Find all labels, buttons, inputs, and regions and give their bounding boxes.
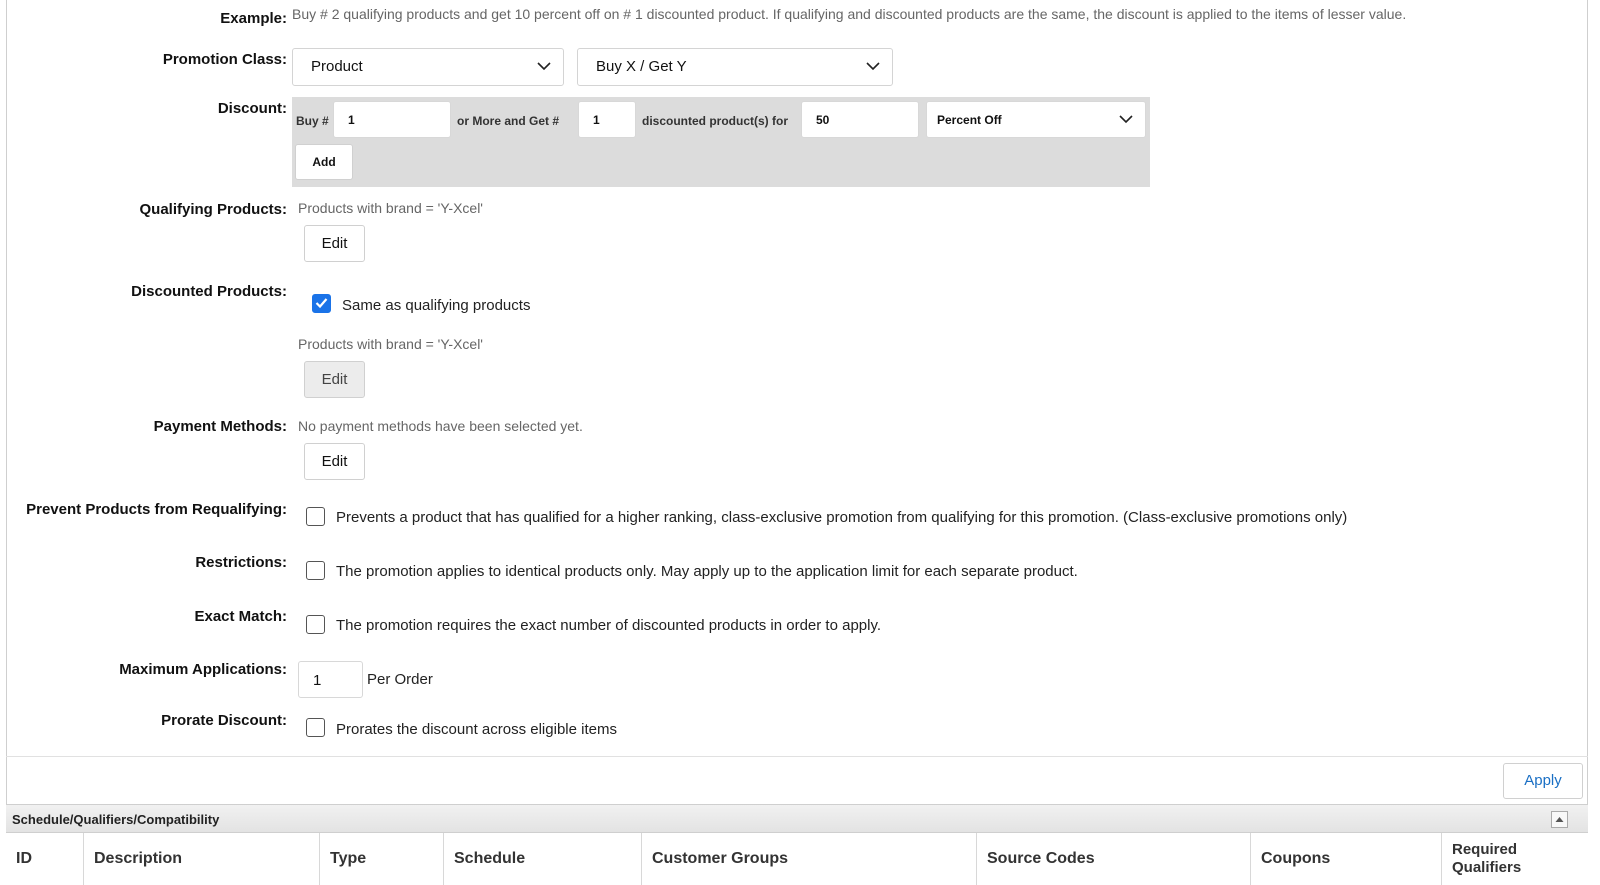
restrictions-checkbox[interactable]: [306, 561, 325, 580]
discounted-products-label: discounted product(s) for: [642, 114, 788, 128]
column-header-required-qualifiers[interactable]: Required Qualifiers: [1452, 841, 1522, 876]
discount-label: Discount:: [217, 100, 287, 117]
column-header-coupons[interactable]: Coupons: [1251, 833, 1442, 885]
collapse-up-icon: [1552, 812, 1567, 827]
edit-qualifying-button[interactable]: Edit: [304, 225, 365, 262]
maximum-applications-suffix: Per Order: [367, 671, 433, 688]
section-title: Schedule/Qualifiers/Compatibility: [12, 812, 220, 827]
maximum-applications-label: Maximum Applications:: [119, 661, 287, 678]
prevent-requalifying-checkbox[interactable]: [306, 507, 325, 526]
more-and-get-label: or More and Get #: [457, 114, 560, 128]
edit-payment-methods-button[interactable]: Edit: [304, 443, 365, 480]
discount-kind-value: Percent Off: [937, 113, 1002, 127]
apply-button[interactable]: Apply: [1503, 763, 1583, 799]
chevron-down-icon: [866, 62, 880, 71]
chevron-down-icon: [1119, 115, 1133, 124]
discount-amount-input[interactable]: 50: [801, 101, 919, 138]
discounted-products-label: Discounted Products:: [131, 283, 287, 300]
promotion-class-value: Product: [311, 58, 363, 75]
schedule-section-header[interactable]: [6, 804, 1588, 833]
example-text: Buy # 2 qualifying products and get 10 percent off on # 1 discounted product. If qualifying and discounted products are the same, the discount is applied to the items of lesser value.: [292, 6, 1407, 22]
exact-match-checkbox[interactable]: [306, 615, 325, 634]
promotion-class-select[interactable]: [292, 48, 564, 86]
example-label: Example:: [220, 10, 287, 27]
divider: [6, 756, 1588, 757]
prorate-discount-label: Prorate Discount:: [161, 712, 287, 729]
discount-kind-select[interactable]: [926, 101, 1146, 138]
buy-quantity-input[interactable]: 1: [333, 101, 451, 138]
get-quantity-input[interactable]: 1: [578, 101, 636, 138]
promotion-type-value: Buy X / Get Y: [596, 58, 687, 75]
column-header-id[interactable]: ID: [6, 833, 84, 885]
column-header-source-codes[interactable]: Source Codes: [977, 833, 1251, 885]
qualifying-products-label: Qualifying Products:: [139, 201, 287, 218]
restrictions-label: Restrictions:: [195, 554, 287, 571]
edit-discounted-button[interactable]: Edit: [304, 361, 365, 398]
prorate-discount-checkbox[interactable]: [306, 718, 325, 737]
qualifying-products-summary: Products with brand = 'Y-Xcel': [298, 200, 483, 216]
payment-methods-label: Payment Methods:: [153, 418, 287, 435]
same-as-qualifying-label: Same as qualifying products: [342, 297, 531, 314]
column-header-customer-groups[interactable]: Customer Groups: [642, 833, 977, 885]
prevent-requalifying-text: Prevents a product that has qualified for a higher ranking, class-exclusive promotion from qualifying for this promotion. (Class-exclusive promotions only): [336, 509, 1348, 526]
prevent-requalifying-label: Prevent Products from Requalifying:: [26, 501, 287, 518]
same-as-qualifying-checkbox[interactable]: [312, 294, 331, 313]
exact-match-text: The promotion requires the exact number of discounted products in order to apply.: [336, 617, 882, 634]
discount-editor: [292, 97, 1150, 187]
restrictions-text: The promotion applies to identical products only. May apply up to the application limit for each separate product.: [336, 563, 1078, 580]
column-header-type[interactable]: Type: [320, 833, 444, 885]
promotion-class-label: Promotion Class:: [162, 51, 287, 68]
add-discount-button[interactable]: Add: [295, 144, 353, 180]
column-header-schedule[interactable]: Schedule: [444, 833, 642, 885]
promotion-type-select[interactable]: [577, 48, 893, 86]
exact-match-label: Exact Match:: [194, 608, 287, 625]
checkmark-icon: [315, 297, 328, 309]
payment-methods-summary: No payment methods have been selected yet.: [298, 418, 583, 434]
chevron-down-icon: [537, 62, 551, 71]
schedule-table-header: [6, 833, 1588, 885]
buy-label: Buy #: [296, 114, 329, 128]
collapse-section-button[interactable]: [1551, 811, 1568, 828]
discounted-products-summary: Products with brand = 'Y-Xcel': [298, 336, 483, 352]
maximum-applications-input[interactable]: 1: [298, 661, 363, 698]
prorate-discount-text: Prorates the discount across eligible items: [336, 721, 617, 738]
column-header-description[interactable]: Description: [84, 833, 320, 885]
